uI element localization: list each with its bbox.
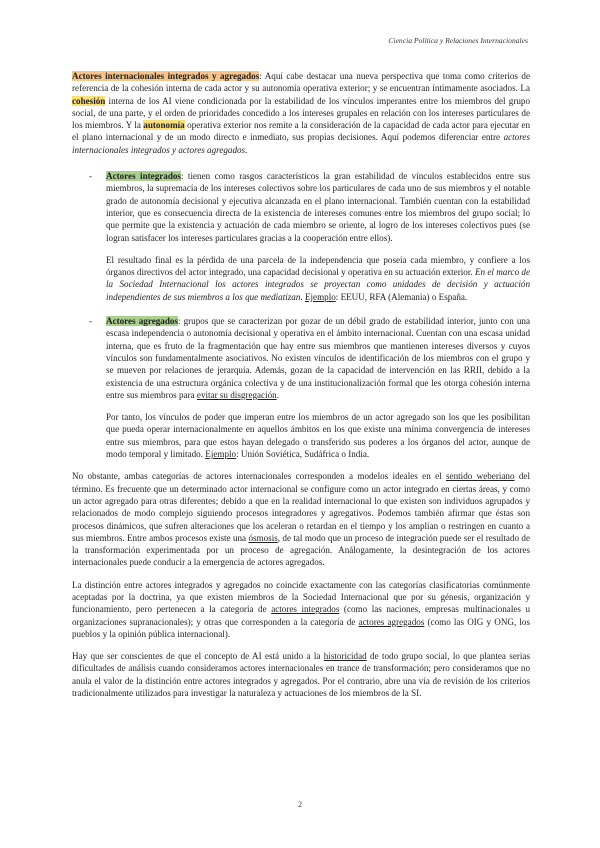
text-run: La distinción entre actores integrados y agregados no coincide exactamente con las categorías clasificatorias comúnmente aceptadas por la doctrina, ya que existen miembros de la Sociedad Internacional que por su génesis, organización y funcionamiento, pero pertenecen a la categoría de — [72, 579, 530, 615]
text-run: operativa exterior nos remite a la consideración de la capacidad de cada actor para ejecutar en el plano internacional y de un modo directo e inmediato, sus propias decisiones. Aquí podemos diferenciar entre — [72, 120, 530, 143]
page-number: 2 — [298, 800, 302, 809]
underline-osmosis: ósmosis — [248, 532, 278, 543]
document-body — [72, 70, 530, 699]
italic-run: actores internacionales integrados y actores agregados — [72, 132, 530, 155]
intro-paragraph — [72, 70, 530, 156]
bullet-dash: - — [89, 171, 93, 182]
conscientes-paragraph — [72, 650, 530, 699]
no-obstante-paragraph — [72, 470, 530, 568]
text-run: No obstante, ambas categorías de actores internacionales corresponden a modelos ideales en el — [72, 471, 447, 482]
distincion-paragraph — [72, 579, 530, 640]
text-run: : Unión Soviética, Sudáfrica o India. — [236, 449, 370, 460]
underline-historicidad: historicidad — [323, 651, 367, 662]
text-run: interna de los AI viene condicionada por la estabilidad de los vínculos imperantes entre los miembros del grupo social, de una parte, y el orden de prioridades concedido a los intereses grupales en relación con los intereses particulares de los miembros. Y la — [72, 95, 530, 131]
text-run: : grupos que se caracterizan por gozar de un débil grado de estabilidad interior, junto con una escasa independencia o autonomía decisional y operativa en el ámbito internacional. Cuentan con una escasa unidad interna, que es fruto de la fragmentación que hay entre sus miembros que mantienen intereses diversos y cuyos vínculos son fundamentalmente asociativos. No existen vínculos de identificación de los miembros con el grupo y se mueven por relaciones de jerarquía. Además, gozan de la capacidad de intervención en las RRII, debido a la existencia de una estructura orgánica colectiva y de una institucionalización formal que les otorga cohesión interna entre sus miembros para — [106, 316, 530, 400]
italic-run: En el marco de la Sociedad Internacional los actores integrados se proyectan como unidades de decisión y actuación independientes de sus miembros a los que mediatizan — [106, 267, 530, 302]
text-run: de todo grupo social, lo que plantea serias dificultades de análisis cuando consideramos actores internacionales en trance de transformación; pero consideramos que no anula el valor de la distinción entre actores integrados y agregados. Por el contrario, abre una vía de revisión de los criterios tradicionalmente utilizados para investigar la naturaleza y actuaciones de los miembros de la SI. — [72, 651, 530, 699]
bullet-dash: - — [89, 316, 93, 327]
text-run: : EEUU, RFA (Alemania) o España. — [335, 291, 468, 302]
text-run: : Aquí cabe destacar una nueva perspectiva que toma como criterios de referencia de la cohesión interna de cada actor y su autonomía operativa exterior; y se encuentran íntimamente asociados. La — [72, 71, 530, 94]
text-run: (como las OIG y ONG, los pueblos y la opinión pública internacional). — [72, 616, 531, 639]
text-run: El resultado final es la pérdida de una parcela de la independencia que poseía cada miembro, y confiere a los órganos directivos del actor integrado, una capacidad decisional y operativa en su actuación exterior. — [106, 254, 530, 278]
text-run: , de tal modo que un proceso de integración puede ser el resultado de la transformación experimentada por un proceso de agregación. Análogamente, la desintegración de los actores internacionales puede conducir a la emergencia de actores agregados. — [72, 532, 530, 568]
highlight-actores-integrados: Actores integrados — [106, 171, 181, 182]
bullet-actores-agregados — [89, 315, 530, 460]
text-run: . — [245, 144, 248, 155]
text-run: (como las naciones, empresas multinacionales u organizaciones supranacionales); y otras que corresponden a la categoría de — [72, 604, 531, 627]
text-run: . — [300, 291, 305, 302]
text-run: Por tanto, los vínculos de poder que imperan entre los miembros de un actor agregado son los que les posibilitan que pueda operar internacionalmente en aquellos ámbitos en los que existe una mínima convergencia de intereses entre sus miembros, para que estos hayan delegado o transferido sus poderes a los órganos del actor, aunque de modo temporal y limitado. — [106, 412, 530, 460]
agregados-paragraph-1 — [106, 315, 530, 401]
text-run: . — [276, 389, 279, 400]
text-run: : tienen como rasgos característicos la gran estabilidad de vínculos establecidos entre sus miembros, la supremacía de los intereses colectivos sobre los particulares de cada uno de sus miembros y el notable grado de autonomía decisional y ejecutiva alcanzada en el plano internacional. También cuentan con la estabilidad interior, que es consecuencia directa de la existencia de intereses comunes entre los miembros del grupo social; lo que permite que la existencia y actuación de cada miembro se oriente, al logro de los intereses colectivos pues (se logran satisfacer los intereses particulares gracias a la cooperación entre ellos). — [106, 171, 531, 243]
highlight-actores-integrados-agregados: Actores internacionales integrados y agregados — [72, 71, 260, 81]
bullet-actores-integrados — [89, 170, 531, 303]
underline-actores-agregados: actores agregados — [358, 616, 425, 627]
underline-evitar-disgregacion: evitar su disgregación — [196, 389, 277, 400]
highlight-autonomia: autonomía — [143, 120, 185, 131]
underline-actores-integrados: actores integrados — [271, 604, 340, 615]
integrados-paragraph-1 — [106, 170, 530, 244]
underline-ejemplo: Ejemplo — [205, 449, 237, 460]
underline-sentido-weberiano: sentido weberiano — [446, 471, 515, 482]
highlight-actores-agregados: Actores agregados — [106, 316, 178, 327]
text-run: del término. Es frecuente que un determinado actor internacional se configure como un actor integrado en ciertas áreas, y como un actor agregado para otras diferentes; debido a que en la realidad internacional lo que existen son individuos agrupados y relacionados de modo complejo siguiendo procesos integradores y agregativos. Podemos también afirmar que éstas son procesos dinámicos, que sufren alteraciones que los aceleran o retardan en el tiempo y los amplían o restringen en cuanto a sus miembros. Entre ambos procesos existe una — [72, 471, 530, 543]
highlight-cohesion: cohesión — [72, 95, 106, 106]
integrados-paragraph-2 — [106, 254, 530, 303]
agregados-paragraph-2 — [106, 411, 530, 460]
text-run: Hay que ser conscientes de que el concepto de AI está unido a la — [72, 651, 324, 662]
running-header: Ciencia Política y Relaciones Internacionales — [388, 36, 528, 45]
underline-ejemplo: Ejemplo — [304, 291, 336, 302]
